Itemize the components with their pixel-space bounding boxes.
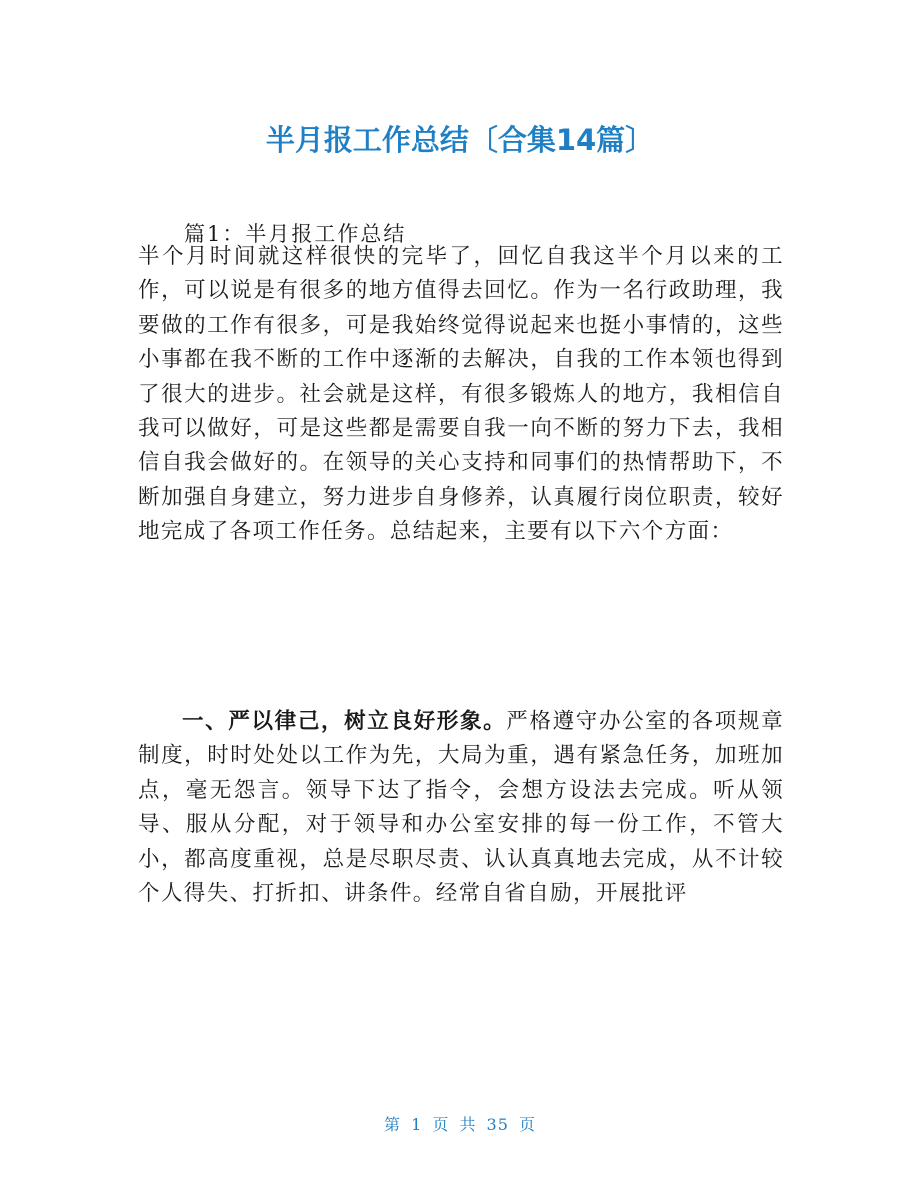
paragraph-body-text: 严格遵守办公室的各项规章制度，时时处处以工作为先，大局为重，遇有紧急任务，加班加点，毫无怨言。领导下达了指令，会想方设法去完成。听从领导、服从分配，对于领导和办公室安排的每一份工作，不管大小，都高度重视，总是尽职尽责、认认真真地去完成，从不计较个人得失、打折扣、讲条件。经常自省自励，开展批评 [138, 709, 784, 907]
body-paragraph-item-1 [138, 705, 784, 911]
section-heading: 篇1：半月报工作总结 [184, 222, 407, 246]
page-number-footer: 第 1 页 共 35 页 [384, 1115, 536, 1134]
document-title: 半月报工作总结〔合集14篇〕 [265, 123, 655, 157]
paragraph-lead-heading: 一、严以律己，树立良好形象。 [182, 709, 507, 734]
body-paragraph: 半个月时间就这样很快的完毕了，回忆自我这半个月以来的工作，可以说是有很多的地方值得去回忆。作为一名行政助理，我要做的工作有很多，可是我始终觉得说起来也挺小事情的，这些小事都在我不断的工作中逐渐的去解决，自我的工作本领也得到了很大的进步。社会就是这样，有很多锻炼人的地方，我相信自我可以做好，可是这些都是需要自我一向不断的努力下去，我相信自我会做好的。在领导的关心支持和同事们的热情帮助下，不断加强自身建立，努力进步自身修养，认真履行岗位职责，较好地完成了各项工作任务。总结起来，主要有以下六个方面： [138, 244, 784, 545]
